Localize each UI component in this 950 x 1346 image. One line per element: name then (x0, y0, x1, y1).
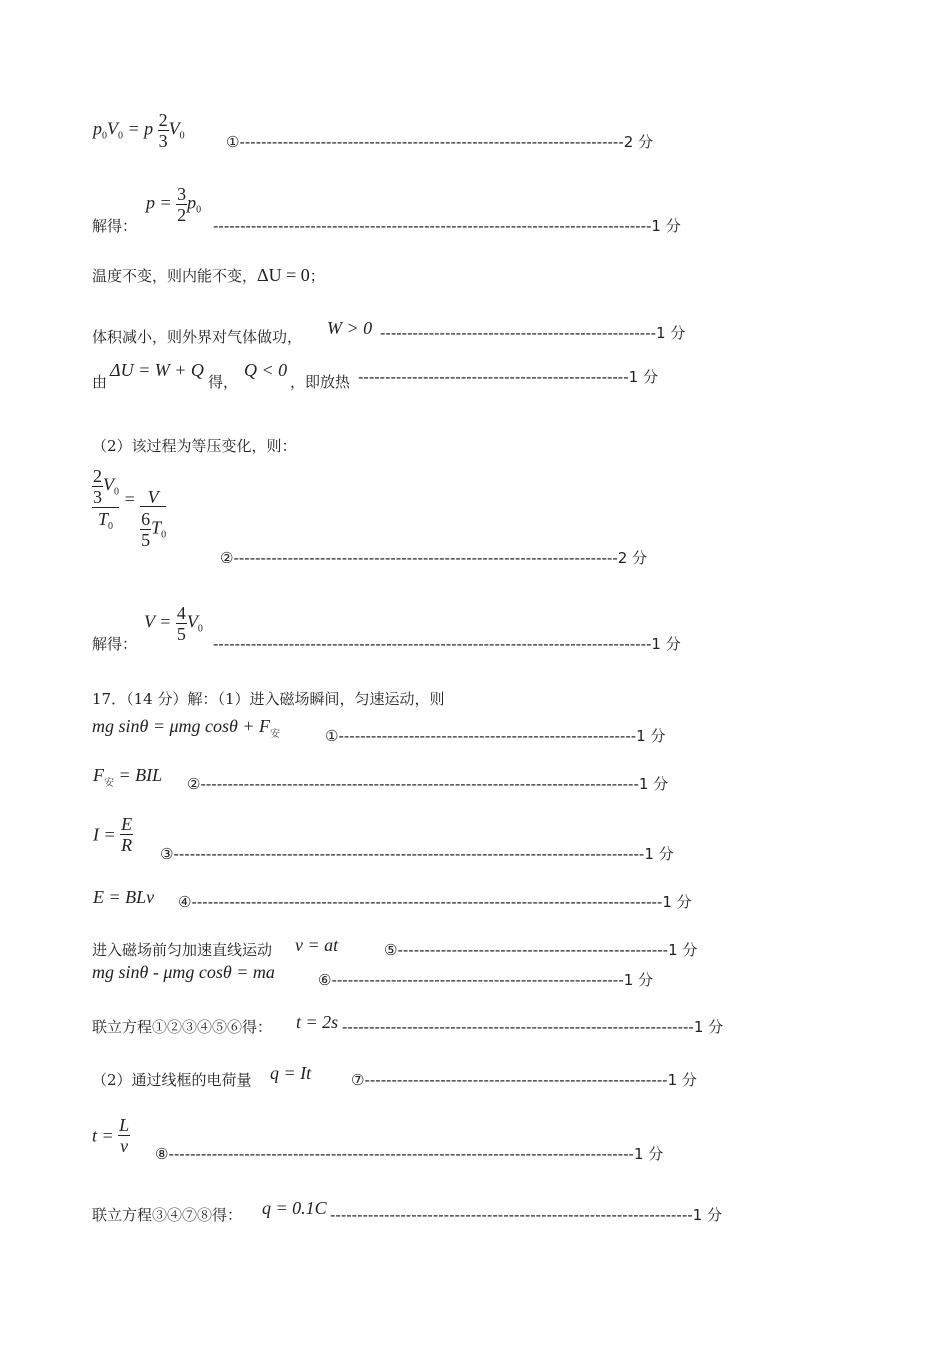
eq-symbol: I = (93, 824, 121, 845)
leader-dots: --------------------------------------------------- (380, 324, 657, 342)
eq-fraction (120, 814, 133, 855)
eq-inline-19: q = 0.1C (262, 1198, 327, 1218)
fraction-denominator: 3 (93, 487, 102, 507)
fraction-denominator: v (118, 1135, 130, 1156)
solve-label-1: 解得： (92, 217, 138, 235)
fraction-denominator: 5 (176, 624, 186, 644)
equation-line-2 (146, 184, 201, 225)
eq-subscript: 0 (108, 521, 113, 532)
eq-symbol: = (119, 489, 141, 509)
score-line-11 (187, 777, 668, 792)
equation-line-12 (93, 814, 133, 855)
inner-fraction (140, 509, 151, 550)
score-line-14 (384, 943, 697, 958)
score-label: 1 分 (651, 635, 681, 653)
leader-dots: ------------------------------------------------------------------- (330, 1206, 693, 1224)
fraction-numerator: 3 (177, 184, 187, 204)
leader-dots: ------------------------------------------------------- (338, 727, 637, 745)
fraction-numerator: 2 (158, 110, 168, 130)
leader-dots: --------------------------------------------------------------------------------- (213, 217, 652, 235)
score-line-18 (155, 1147, 663, 1162)
score-line-17 (351, 1073, 697, 1088)
eq-symbol: V (103, 474, 114, 495)
score-line-8 (213, 637, 681, 652)
eq-inline-5b: Q < 0 (244, 360, 288, 380)
equation-line-7 (92, 466, 166, 550)
equation-marker: ③ (160, 845, 174, 863)
eq-inline: ΔU = 0 (257, 265, 310, 285)
fraction-denominator: 3 (158, 131, 168, 151)
text-line-4 (92, 330, 302, 345)
eq-inline-14: v = at (295, 935, 339, 955)
eq-subscript: 安 (270, 729, 281, 740)
eq-subscript: 0 (161, 529, 167, 541)
score-label: 1 分 (623, 971, 654, 989)
score-label: 1 分 (667, 1071, 697, 1089)
text-line-6: （2）该过程为等压变化，则： (92, 437, 297, 455)
score-line-10 (325, 729, 665, 744)
leader-dots: --------------------------------------------------------------------------------- (213, 635, 652, 653)
eq-symbol: = p (123, 118, 158, 139)
score-line-12 (160, 847, 674, 862)
score-label: 1 分 (636, 727, 666, 745)
score-line-19 (330, 1208, 722, 1223)
fraction-numerator: L (119, 1115, 130, 1135)
score-line-5 (358, 370, 658, 385)
eq-subscript: 0 (197, 623, 203, 635)
score-label: 1 分 (633, 1145, 664, 1163)
score-line-7 (220, 551, 647, 566)
body-text: 温度不变，则内能不变， (92, 267, 258, 285)
eq-subscript: 0 (179, 130, 185, 142)
text-line-5-prefix: 由 (92, 373, 108, 391)
eq-subscript: 0 (114, 486, 119, 498)
leader-dots: ----------------------------------------------------------------- (342, 1018, 694, 1036)
body-text: ； (309, 267, 325, 285)
leader-dots: -------------------------------------------------- (358, 368, 629, 386)
text-line-5-mid: 得， (208, 373, 239, 391)
leader-dots: --------------------------------------------------------------------------------------- (173, 845, 645, 863)
eq-symbol: V (147, 487, 159, 507)
compound-denominator (92, 507, 119, 532)
eq-inline-17: q = It (270, 1063, 312, 1083)
eq-inline-16: t = 2s (296, 1012, 339, 1032)
eq-subscript: 0 (118, 130, 123, 142)
fraction-numerator: 4 (176, 603, 186, 623)
eq-inline: mg sinθ = μmg cosθ + F (92, 716, 271, 736)
leader-dots: ----------------------------------------------------------------------- (239, 133, 624, 151)
equation-marker: ① (325, 727, 339, 745)
score-label: 1 分 (628, 368, 658, 386)
equation-marker: ④ (178, 893, 192, 911)
eq-symbol: p (93, 118, 102, 139)
compound-numerator (92, 466, 119, 507)
inner-fraction (92, 466, 103, 507)
leader-dots: -------------------------------------------------- (397, 941, 669, 959)
eq-inline-4: W > 0 (327, 318, 373, 338)
score-line-2 (213, 219, 681, 234)
text-line-19: 联立方程③④⑦⑧得： (92, 1206, 243, 1224)
text-line-5-tail: ，即放热 (290, 373, 351, 391)
score-label: 1 分 (644, 845, 674, 863)
compound-denominator (140, 506, 166, 550)
fraction-numerator: E (121, 814, 133, 834)
eq-fraction (118, 1115, 130, 1156)
score-line-13 (178, 895, 692, 910)
leader-dots: -------------------------------------------------------- (364, 1071, 668, 1089)
equation-line-11 (93, 766, 162, 789)
equation-marker: ⑦ (351, 1071, 365, 1089)
score-label: 1 分 (651, 217, 681, 235)
score-label: 1 分 (638, 775, 669, 793)
equation-line-8 (144, 603, 203, 644)
score-label: 1 分 (656, 324, 686, 342)
eq-symbol: V (107, 118, 118, 139)
eq-symbol: V (168, 118, 180, 139)
equation-marker: ① (226, 133, 240, 151)
eq-symbol: t = (92, 1125, 119, 1146)
equation-line-18 (92, 1115, 130, 1156)
eq-fraction (158, 110, 169, 151)
fraction-numerator: 2 (93, 466, 102, 486)
equation-marker: ⑥ (318, 971, 332, 989)
score-line-15 (318, 973, 653, 988)
eq-symbol: T (97, 509, 108, 529)
leader-dots: --------------------------------------------------------------------------------- (200, 775, 639, 793)
fraction-denominator: 2 (177, 205, 187, 225)
body-text: 体积减小，则外界对气体做功， (92, 328, 303, 346)
text-line-16: 联立方程①②③④⑤⑥得： (92, 1018, 273, 1036)
score-label: 1 分 (693, 1018, 724, 1036)
score-line-4 (380, 326, 685, 341)
text-line-17: （2）通过线框的电荷量 (92, 1071, 252, 1089)
score-line-16 (342, 1020, 723, 1035)
leader-dots: --------------------------------------------------------------------------------------- (191, 893, 663, 911)
eq-subscript: 安 (104, 778, 114, 789)
score-label: 1 分 (662, 893, 692, 911)
eq-inline-5a: ΔU = W + Q (110, 360, 204, 380)
leader-dots: ----------------------------------------------------------------------- (233, 549, 618, 567)
eq-symbol: V (186, 611, 198, 632)
score-line-1 (226, 135, 653, 150)
equation-line-15: mg sinθ - μmg cosθ = ma (92, 962, 275, 982)
score-label: 1 分 (668, 941, 698, 959)
score-label: 2 分 (623, 133, 654, 151)
leader-dots: ------------------------------------------------------ (331, 971, 624, 989)
problem-17-heading: 17．（14 分）解：（1）进入磁场瞬间，匀速运动，则 (92, 690, 445, 708)
eq-symbol: V = (144, 611, 176, 632)
eq-symbol: T (151, 517, 162, 538)
text-line-14: 进入磁场前匀加速直线运动 (92, 941, 273, 959)
compound-fraction-right (140, 488, 166, 550)
eq-subscript: 0 (102, 130, 107, 142)
equation-line-10 (92, 717, 280, 740)
eq-symbol: F (93, 765, 104, 785)
eq-symbol: = BIL (114, 765, 163, 785)
text-line-3 (92, 266, 325, 284)
eq-symbol: p = (146, 192, 177, 213)
score-label: 1 分 (692, 1206, 722, 1224)
equation-marker: ⑧ (155, 1145, 169, 1163)
equation-line-1 (93, 110, 185, 151)
equation-marker: ② (220, 549, 234, 567)
eq-subscript: 0 (196, 204, 202, 216)
eq-fraction (176, 184, 187, 225)
score-label: 2 分 (617, 549, 648, 567)
fraction-denominator: 5 (141, 530, 151, 550)
fraction-numerator: 6 (141, 509, 151, 529)
equation-line-13: E = BLv (93, 887, 155, 907)
compound-fraction-left (92, 466, 119, 532)
compound-numerator (140, 488, 166, 506)
solve-label-2: 解得： (92, 635, 138, 653)
eq-symbol: p (187, 192, 197, 213)
fraction-denominator: R (121, 835, 133, 855)
equation-marker: ② (187, 775, 201, 793)
equation-marker: ⑤ (384, 941, 398, 959)
leader-dots: -------------------------------------------------------------------------------------- (168, 1145, 634, 1163)
eq-fraction (176, 603, 187, 644)
